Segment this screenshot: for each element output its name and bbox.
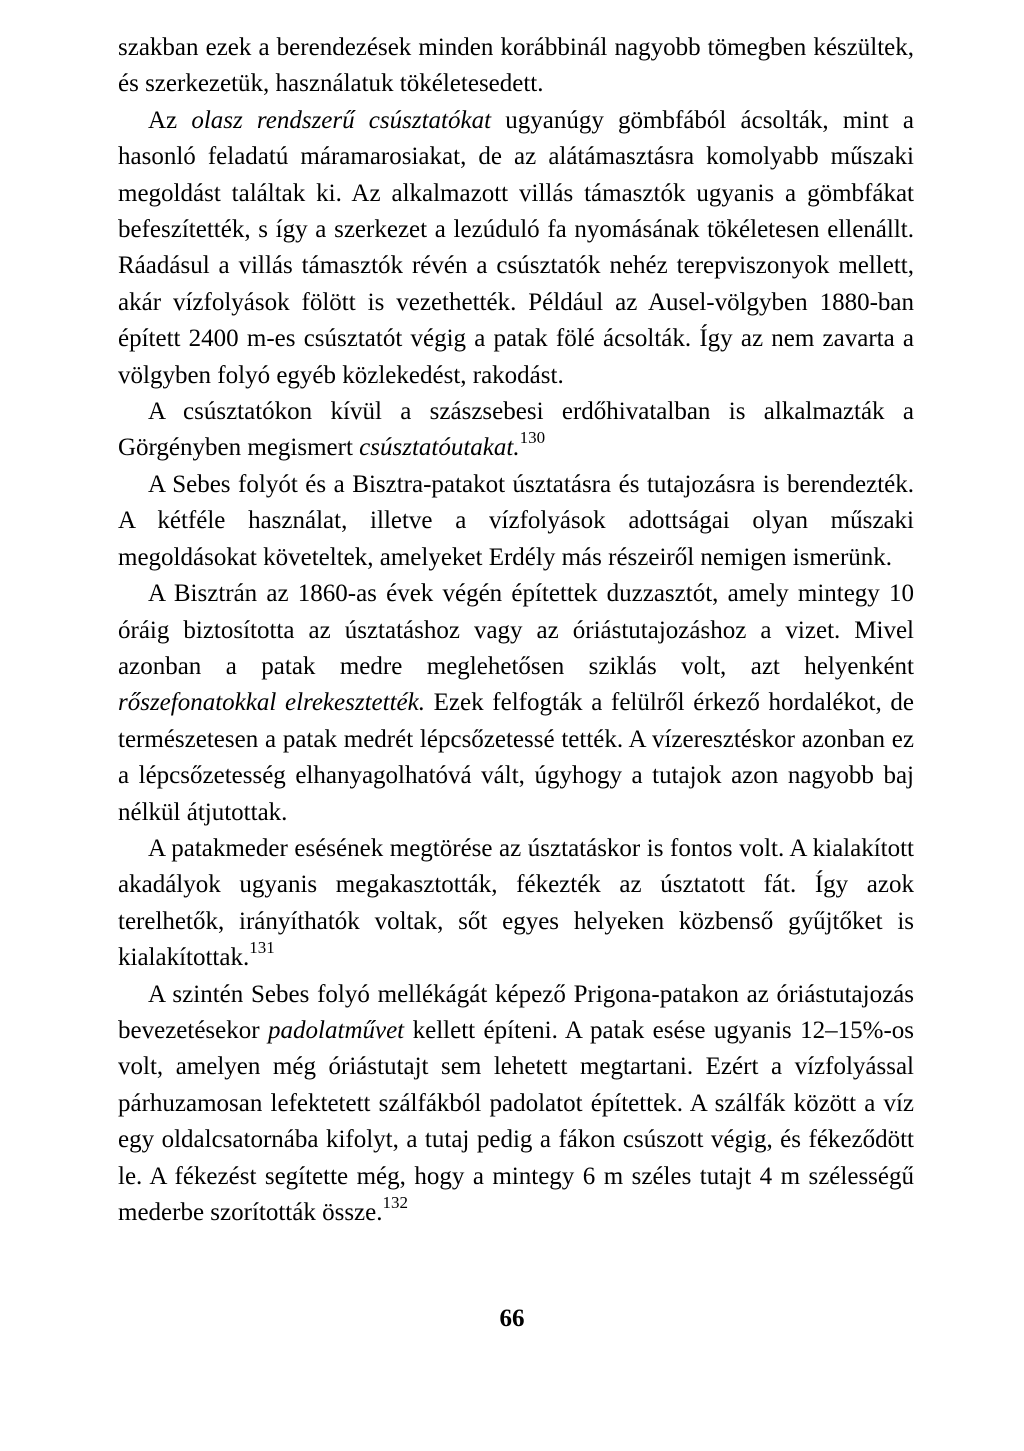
paragraph-1 [118,30,914,103]
paragraph-7 [118,977,914,1232]
italic-term: rőszefonatokkal elrekesztették. [118,689,425,717]
text-span: A Bisztrán az 1860-as évek végén építettek duzzasztót, amely mintegy 10 óráig biztosította az úsztatáshoz vagy az óriástutajozáshoz a vizet. Mivel azonban a patak medre meglehetősen sziklás volt, azt helyenként [118,580,914,680]
italic-term: olasz rendszerű csúsztatókat [191,106,492,134]
text-span: Ezek felfogták a felülről érkező hordalékot, de természetesen a patak medrét lépcsőzetessé tették. A vízeresztéskor azonban ez a lépcsőzetesség elhanyagolhatóvá vált, úgyhogy a tutajok azon nagyobb baj nélkül átjutottak. [118,689,915,826]
paragraph-6 [118,831,914,977]
page-number: 66 [499,1305,525,1332]
body-text [118,30,914,1231]
paragraph-5 [118,576,914,831]
text-span: A patakmeder esésének megtörése az úsztatáskor is fontos volt. A kialakított akadályok ugyanis megakasztották, fékezték az úsztatott fát. Így azok terelhetők, irányíthatók voltak, sőt egyes helyeken közbenső gyűjtőket is kialakítottak. [118,834,914,972]
text-span: szakban ezek a berendezések minden korábbinál nagyobb tömegben készültek, és szerkezetük, használatuk tökéletesedett. [118,34,914,98]
paragraph-3 [118,394,914,467]
text-span: ugyanúgy gömbfából ácsolták, mint a hasonló feladatú máramarosiakat, de az alátámasztásra komolyabb műszaki megoldást találtak ki. Az alkalmazott villás támasztók ugyanis a gömbfákat befeszítették, s így a szerkezet a lezúduló fa nyomásának tökéletesen ellenállt. Ráadásul a villás támasztók révén a csúsztatók nehéz terepviszonyok mellett, akár vízfolyások fölött is vezethették. Például az Ausel-völgyben 1880-ban épített 2400 m-es csúsztatót végig a patak fölé ácsolták. Így az nem zavarta a völgyben folyó egyéb közlekedést, rakodást. [118,106,914,389]
paragraph-4 [118,467,914,576]
text-span: Az [148,106,192,134]
text-span: A szintén Sebes folyó mellékágát képező Prigona-patakon az óriástutajozás bevezetésekor [118,980,914,1044]
footnote-ref: 130 [519,428,546,448]
footnote-ref: 131 [249,938,275,958]
text-span: A csúsztatókon kívül a szászsebesi erdőhivatalban is alkalmazták a Görgényben megismert [118,398,914,462]
italic-term: csúsztatóutakat. [359,434,520,462]
text-span: A Sebes folyót és a Bisztra-patakot úsztatásra és tutajozásra is berendezték. A kétféle használat, illetve a vízfolyások adottságai olyan műszaki megoldásokat követeltek, amelyeket Erdély más részeiről nemigen ismerünk. [118,470,914,571]
text-span: kellett építeni. A patak esése ugyanis 12–15%-os volt, amelyen még óriástutajt sem lehetett megtartani. Ezért a vízfolyással párhuzamosan lefektetett szálfákból padolatot építettek. A szálfák között a víz egy oldalcsatornába kifolyt, a tutaj pedig a fákon csúszott végig, és fékeződött le. A fékezést segítette még, hogy a mintegy 6 m széles tutajt 4 m szélességű mederbe szorították össze. [118,1016,914,1226]
footnote-ref: 132 [382,1193,408,1212]
italic-term: padolatművet [268,1016,405,1044]
paragraph-2 [118,103,914,394]
